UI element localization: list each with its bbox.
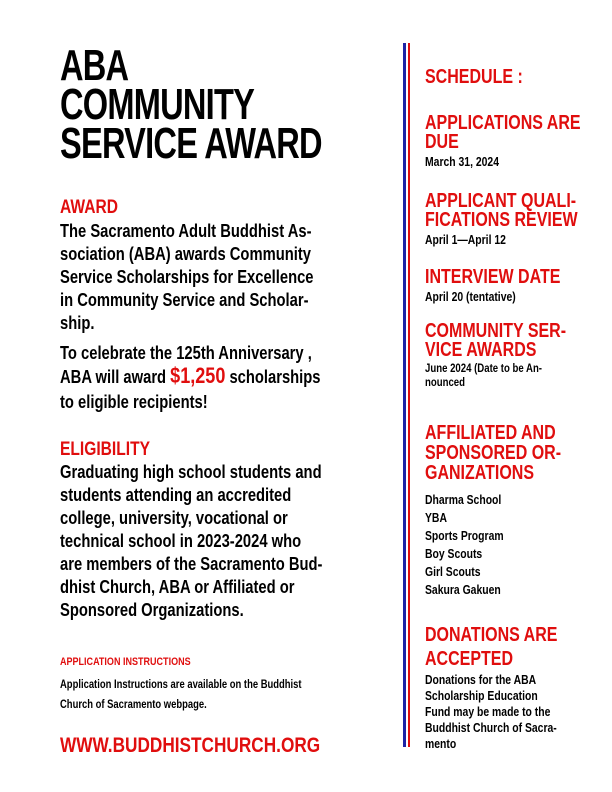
award-text-line: in Community Service and Scholar- xyxy=(60,290,309,310)
eligibility-text-line: are members of the Sacramento Bud- xyxy=(60,554,323,574)
organization-item: YBA xyxy=(425,510,447,525)
qualifications-heading: APPLICANT QUALI- xyxy=(425,190,577,212)
applications-due-date: March 31, 2024 xyxy=(425,154,500,169)
award-amount: $1,250 xyxy=(170,363,226,388)
award-text-line: sociation (ABA) awards Community xyxy=(60,244,311,264)
applications-due-heading: APPLICATIONS ARE xyxy=(425,112,581,134)
donations-text-line: Fund may be made to the xyxy=(425,704,551,719)
organization-item: Girl Scouts xyxy=(425,564,481,579)
qualifications-date: April 1—April 12 xyxy=(425,232,506,247)
schedule-heading: SCHEDULE : xyxy=(425,66,523,88)
qualifications-heading: FICATIONS REVIEW xyxy=(425,209,578,231)
donations-text-line: Donations for the ABA xyxy=(425,672,537,687)
eligibility-heading: ELIGIBILITY xyxy=(60,439,151,460)
application-text-line: Application Instructions are available on the Buddhist xyxy=(60,679,302,691)
application-heading: APPLICATION INSTRUCTIONS xyxy=(60,656,191,668)
donations-text-line: mento xyxy=(425,736,457,751)
title-line-2: COMMUNITY xyxy=(60,80,255,129)
celebrate-line: To celebrate the 125th Anniversary , xyxy=(60,343,312,363)
title-line-3: SERVICE AWARD xyxy=(60,119,322,168)
donations-heading: DONATIONS ARE xyxy=(425,624,558,646)
website-link[interactable]: WWW.BUDDHISTCHURCH.ORG xyxy=(60,734,321,757)
organization-item: Sakura Gakuen xyxy=(425,582,501,597)
eligibility-text-line: college, university, vocational or xyxy=(60,508,288,528)
donations-text-line: Buddhist Church of Sacra- xyxy=(425,720,557,735)
donations-heading: ACCEPTED xyxy=(425,648,514,670)
donations-text-line: Scholarship Education xyxy=(425,688,538,703)
application-text-line: Church of Sacramento webpage. xyxy=(60,699,207,711)
eligibility-text-line: dhist Church, ABA or Affiliated or xyxy=(60,577,295,597)
celebrate-line: to eligible recipients! xyxy=(60,392,208,412)
award-text-line: Service Scholarships for Excellence xyxy=(60,267,314,287)
interview-heading: INTERVIEW DATE xyxy=(425,266,561,288)
organization-item: Boy Scouts xyxy=(425,546,483,561)
eligibility-text-line: Sponsored Organizations. xyxy=(60,600,244,620)
applications-due-heading: DUE xyxy=(425,131,459,153)
eligibility-text-line: students attending an accredited xyxy=(60,485,292,505)
vertical-divider-red xyxy=(408,43,410,747)
eligibility-text-line: Graduating high school students and xyxy=(60,462,322,482)
awards-heading: VICE AWARDS xyxy=(425,339,537,361)
affiliated-heading: AFFILIATED AND xyxy=(425,422,556,444)
award-text-line: ship. xyxy=(60,313,95,333)
awards-date: June 2024 (Date to be An- xyxy=(425,361,543,375)
affiliated-heading: GANIZATIONS xyxy=(425,462,535,484)
celebrate-amount-line: ABA will award $1,250 scholarships xyxy=(60,363,321,388)
award-heading: AWARD xyxy=(60,197,119,218)
organization-item: Dharma School xyxy=(425,492,502,507)
affiliated-heading: SPONSORED OR- xyxy=(425,442,562,464)
title-line-1: ABA xyxy=(60,41,129,90)
eligibility-text-line: technical school in 2023-2024 who xyxy=(60,531,302,551)
award-text-line: The Sacramento Adult Buddhist As- xyxy=(60,221,312,241)
interview-date: April 20 (tentative) xyxy=(425,289,516,304)
awards-date: nounced xyxy=(425,375,465,389)
vertical-divider-blue xyxy=(403,43,406,747)
awards-heading: COMMUNITY SER- xyxy=(425,320,567,342)
organization-item: Sports Program xyxy=(425,528,504,543)
